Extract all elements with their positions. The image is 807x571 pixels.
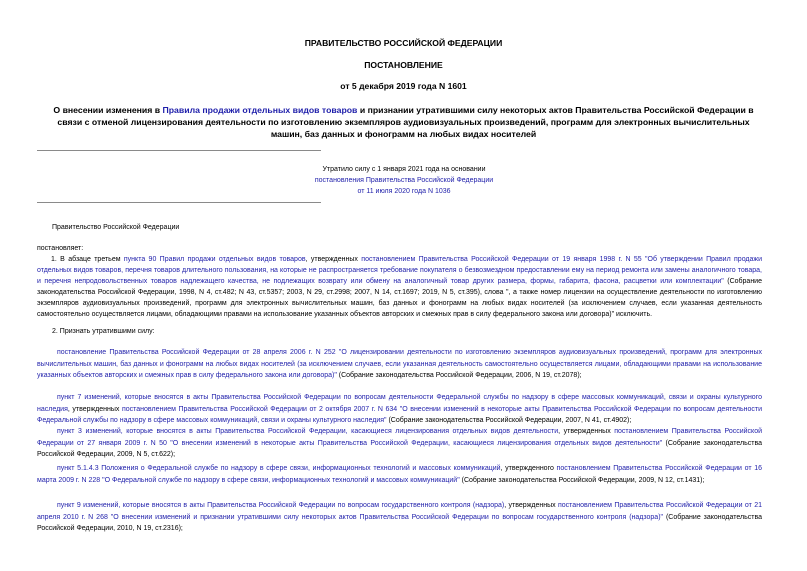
p7-decree-link[interactable]: постановлением Правительства Российской Федерации от 21 апреля 2010 г. N 268 "О внесении изменений и признании утратившими силу некоторых актов Правительства Российской Федерации по вопросам государственного контроля (надзора)" [37,502,762,521]
document-type: ПОСТАНОВЛЕНИЕ [364,60,443,70]
p7-text-2: (Собрание законодательства Российской Федерации, 2010, N 19, ст.2316); [37,513,762,532]
p7-item-link[interactable]: пункт 9 изменений, которые вносятся в акты Правительства Российской Федерации по вопросам государственного контроля (надзора) [57,502,505,509]
p1-text-2: , утвержденных [305,256,362,263]
repeal-note-text: Утратило силу с 1 января 2021 года на основании [322,166,486,173]
divider-top [37,150,321,151]
p4-text: , утвержденных [67,405,122,413]
p1-decree-link[interactable]: постановлением Правительства Российской Федерации от 19 января 1998 г. N 55 "Об утверждении Правил продажи отдельных видов товаров, перечня товаров длительного пользования, на которые не распространяется требование покупателя о безвозмездном предоставлении ему на период ремонта или замены аналогичного товара, и перечня непродовольственных товаров надлежащего качества, не подлежащих возврату или обмену на аналогичный товар других размера, формы, габарита, фасона, расцветки или комплектации" [37,256,763,285]
decrees-label: постановляет: [37,245,84,252]
title-text: О внесении изменения в [53,105,163,115]
p5-decree-link[interactable]: постановлением Правительства Российской Федерации от 27 января 2009 г. N 50 "О внесении изменений в некоторые акты Правительства Российской Федерации, касающиеся лицензирования отдельных видов деятельности" [37,428,763,447]
p1-text-3: (Собрание законодательства Российской Федерации, 1998, N 4, ст.482; N 43, ст.5357; 2003, N 29, ст.2998; 2007, N 14, ст.1697; 2019, N 5, ст.395), слова ", а также номер лицензии на осуществление деятельности по изготовлению экземпляров аудиовизуальных произведений, программ для электронных вычислительных машин, баз данных и фонограмм на любых видах носителей (за исключением случаев, если указанная деятельность самостоятельно осуществляется лицами, обладающими правами на использование указанных объектов авторских и смежных прав в силу федерального закона или договора)" исключить. [37,278,762,318]
government-heading: ПРАВИТЕЛЬСТВО РОССИЙСКОЙ ФЕДЕРАЦИИ [304,38,503,48]
title-rules-link[interactable]: Правила продажи отдельных видов товаров [162,105,358,115]
p4-text-2: (Собрание законодательства Российской Федерации, 2007, N 41, ст.4902); [386,417,632,424]
p5-text: , утвержденных [558,428,615,435]
p7-text: , утвержденных [504,502,558,509]
p3-decree-link[interactable]: постановление Правительства Российской Федерации от 28 апреля 2006 г. N 252 "О лицензировании деятельности по изготовлению экземпляров аудиовизуальных произведений, программ для электронных вычислительных машин, баз данных и фонограмм на любых видах носителей (за исключением случаев, если указанная деятельность самостоятельно осуществляется лицами, обладающими правами на использование указанных объектов авторских и смежных прав в силу федерального закона или договора)" [37,349,762,379]
p6-text: , утвержденного [500,465,557,472]
p6-item-link[interactable]: пункт 5.1.4.3 Положения о Федеральной службе по надзору в сфере связи, информационных технологий и массовых коммуникаций [57,465,501,472]
p4-decree-link[interactable]: постановлением Правительства Российской Федерации от 2 октября 2007 г. N 634 "О внесении изменений в некоторые акты Правительства Российской Федерации по вопросам деятельности Федеральной службы по надзору в сфере массовых коммуникаций, связи и охраны культурного наследия" [37,405,763,424]
paragraph-4 [37,392,762,427]
p1-rules-link[interactable]: пункта 90 Правил продажи отдельных видов товаров [123,256,306,263]
paragraph-5 [37,426,762,461]
repeal-note [290,164,518,197]
p6-text-2: (Собрание законодательства Российской Федерации, 2009, N 12, ст.1431); [459,476,705,484]
p4-item-link[interactable]: пункт 7 изменений, которые вносятся в акты Правительства Российской Федерации по вопросам деятельности Федеральной службы по надзору в сфере массовых коммуникаций, связи и охраны культурного наследия [37,394,762,413]
repeal-note-link[interactable]: постановления Правительства Российской Федерации [314,177,494,184]
paragraph-6 [37,463,762,486]
p1-text: 1. В абзаце третьем [51,256,124,263]
document-date-number: от 5 декабря 2019 года N 1601 [340,81,467,91]
paragraph-7 [37,500,762,535]
document-title [42,104,765,140]
repeal-note-link-date[interactable]: от 11 июля 2020 года N 1036 [357,188,451,195]
paragraph-3 [37,347,762,382]
paragraph-2: 2. Признать утратившими силу: [52,328,155,335]
p5-item-link[interactable]: пункт 3 изменений, которые вносятся в акты Правительства Российской Федерации, касающиеся лицензирования отдельных видов деятельности [57,428,559,435]
paragraph-1 [37,254,762,320]
p6-decree-link[interactable]: постановлением Правительства Российской Федерации от 16 марта 2009 г. N 228 "О Федеральной службе по надзору в сфере связи, информационных технологий и массовых коммуникаций" [37,465,762,484]
divider-bottom [37,202,321,203]
government-label: Правительство Российской Федерации [52,224,180,231]
p5-text-2: (Собрание законодательства Российской Федерации, 2009, N 5, ст.622); [37,439,762,458]
p3-text: (Собрание законодательства Российской Федерации, 2006, N 19, ст.2078); [336,372,582,379]
title-text-rest: и признании утратившими силу некоторых актов Правительства Российской Федерации в связи с отменой лицензирования деятельности по изготовлению экземпляров аудиовизуальных произведений, программ для электронных вычислительных машин, баз данных и фонограмм на любых видах носителей [57,105,754,139]
